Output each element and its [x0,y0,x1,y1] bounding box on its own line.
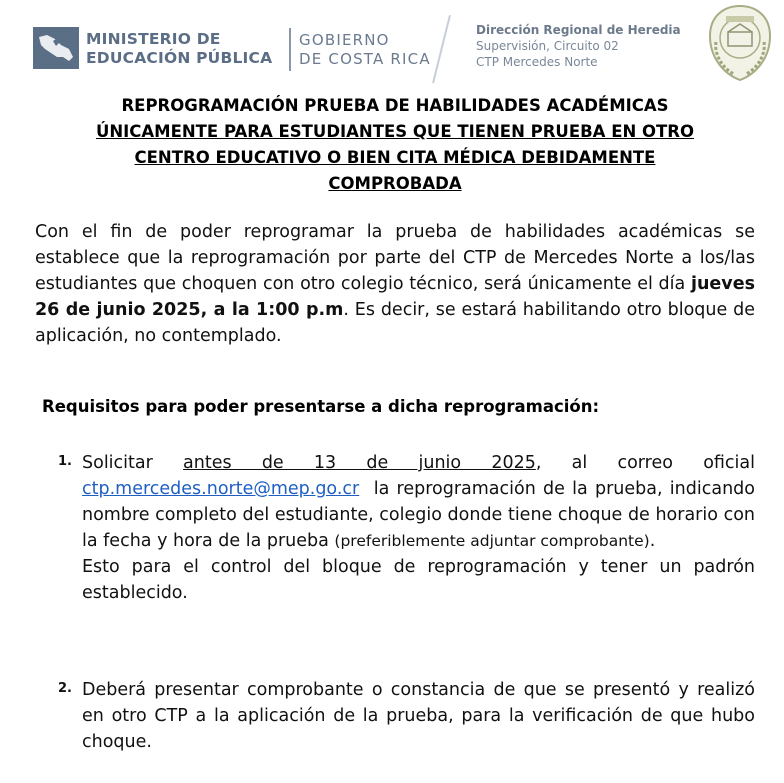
intro-paragraph [35,219,755,349]
item1-deadline: antes de 13 de junio 2025 [183,453,536,473]
item1-part-b: , al correo oficial [535,453,755,473]
title-line1: REPROGRAMACIÓN PRUEBA DE HABILIDADES ACADÉMICAS [121,96,669,115]
gov-line1: GOBIERNO [299,31,390,49]
ministry-name [86,30,272,68]
gov-line2: DE COSTA RICA [299,50,431,68]
item1-part-a: Solicitar [82,453,184,473]
list-item-body: Deberá presentar comprobante o constancia de que se presentó y realizó en otro CTP a la aplicación de la prueba, para la verificación de que hubo choque. [82,680,755,752]
email-link[interactable]: ctp.mercedes.norte@mep.go.cr [82,479,360,499]
header-slash-divider [432,15,450,83]
list-number: 1. [58,454,72,469]
government-name [299,31,431,69]
title-line2: ÚNICAMENTE PARA ESTUDIANTES QUE TIENEN PRUEBA EN OTRO [95,122,695,141]
list-number: 2. [58,681,72,696]
header-divider [289,28,291,71]
region-line2: Supervisión, Circuito 02 [476,39,619,53]
document-title [40,93,750,197]
requirements-heading: Requisitos para poder presentarse a dicha reprogramación: [42,397,600,416]
ministry-line1: MINISTERIO DE [86,30,221,48]
intro-text-b: . Es decir, se estará habilitando otro bloque de aplicación, no contemplado. [35,300,756,346]
region-line1: Dirección Regional de Heredia [476,23,681,37]
item1-part-d: . [649,531,656,551]
intro-date-bold: jueves 26 de junio 2025, a la 1:00 p.m [35,274,755,320]
school-seal-icon [704,2,776,84]
document-header [0,0,784,88]
ministry-line2: EDUCACIÓN PÚBLICA [86,49,273,67]
item1-small-note: (preferiblemente adjuntar comprobante) [334,532,650,550]
list-item [58,450,761,606]
intro-text-a: Con el fin de poder reprogramar la prueba de habilidades académicas se establece que la reprogramación por parte del CTP de Mercedes Norte a los/las estudiantes que choquen con otro colegio técnico, será únicamente el día [35,222,755,294]
costa-rica-map-logo-icon [33,27,79,69]
region-line3: CTP Mercedes Norte [476,55,598,69]
item1-note: Esto para el control del bloque de reprogramación y tener un padrón establecido. [82,557,755,603]
item1-part-c: la reprogramación de la prueba, indicando nombre completo del estudiante, colegio donde tiene choque de horario con la fecha y hora de la prueba [82,479,761,551]
title-line4: COMPROBADA [328,174,462,193]
regional-office [476,22,681,70]
title-line3: CENTRO EDUCATIVO O BIEN CITA MÉDICA DEBIDAMENTE [134,148,656,167]
list-item [58,677,755,755]
list-item-body [82,450,761,606]
